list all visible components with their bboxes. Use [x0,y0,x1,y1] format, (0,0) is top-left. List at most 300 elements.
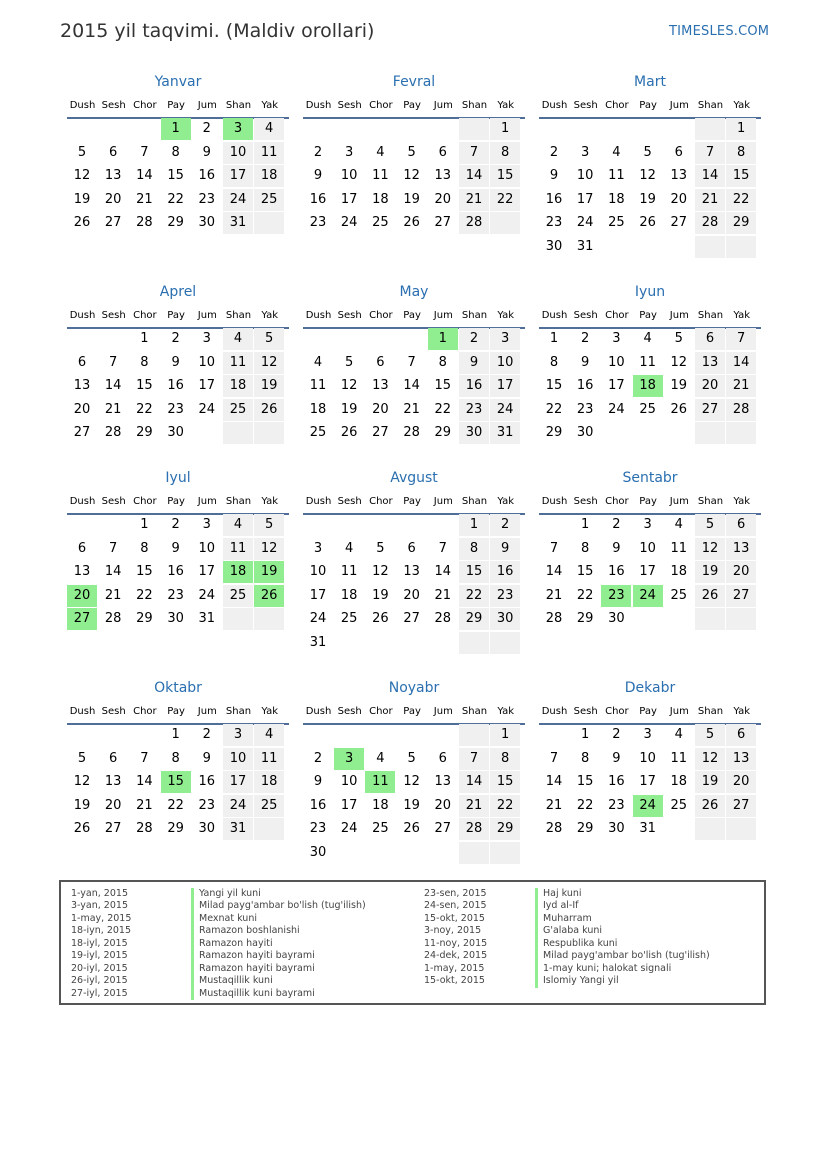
day-cell[interactable]: 15 [490,771,520,793]
day-cell[interactable]: 28 [403,425,420,440]
day-cell[interactable]: 18 [372,797,389,813]
day-cell[interactable]: 12 [403,168,420,183]
day-cell[interactable]: 16 [545,191,563,207]
day-cell[interactable]: 28 [459,818,489,840]
day-cell[interactable]: 25 [254,795,284,817]
day-cell[interactable]: 9 [549,168,559,183]
day-cell[interactable]: 27 [73,425,91,440]
holiday-day-cell[interactable]: 18 [633,375,663,397]
day-cell[interactable]: 26 [670,401,688,417]
day-cell[interactable]: 3 [313,540,323,556]
day-cell[interactable]: 21 [136,797,153,813]
day-cell[interactable]: 11 [670,540,688,556]
day-cell[interactable]: 17 [309,587,327,603]
day-cell[interactable]: 17 [223,165,253,187]
holiday-day-cell[interactable]: 27 [67,608,97,630]
day-cell[interactable]: 10 [309,564,327,579]
day-cell[interactable]: 23 [459,399,489,421]
day-cell[interactable]: 14 [459,771,489,793]
day-cell[interactable]: 4 [674,517,683,532]
day-cell[interactable]: 14 [545,564,563,579]
day-cell[interactable]: 22 [167,797,184,813]
day-cell[interactable]: 14 [695,165,725,187]
day-cell[interactable]: 16 [198,168,216,183]
day-cell[interactable]: 7 [109,354,118,370]
day-cell[interactable]: 23 [167,587,184,603]
day-cell[interactable]: 10 [639,540,656,556]
day-cell[interactable]: 29 [545,425,563,440]
day-cell[interactable]: 15 [136,378,153,393]
day-cell[interactable]: 29 [434,425,452,440]
day-cell[interactable]: 3 [490,328,520,350]
day-cell[interactable]: 22 [726,189,756,211]
day-cell[interactable]: 24 [309,611,327,626]
day-cell[interactable]: 23 [309,215,327,230]
day-cell[interactable]: 12 [254,352,284,374]
day-cell[interactable]: 5 [77,144,87,160]
day-cell[interactable]: 1 [459,514,489,536]
day-cell[interactable]: 15 [490,165,520,187]
holiday-day-cell[interactable]: 15 [161,771,191,793]
day-cell[interactable]: 11 [639,354,656,370]
day-cell[interactable]: 3 [345,144,354,160]
day-cell[interactable]: 30 [545,238,563,254]
day-cell[interactable]: 10 [639,750,656,766]
day-cell[interactable]: 9 [171,354,180,370]
day-cell[interactable]: 15 [545,378,563,393]
day-cell[interactable]: 7 [549,750,559,766]
day-cell[interactable]: 19 [73,797,91,813]
day-cell[interactable]: 30 [490,608,520,630]
day-cell[interactable]: 23 [167,401,184,417]
day-cell[interactable]: 27 [726,795,756,817]
day-cell[interactable]: 20 [726,771,756,793]
day-cell[interactable]: 24 [198,587,216,603]
day-cell[interactable]: 4 [223,328,253,350]
day-cell[interactable]: 26 [254,399,284,421]
day-cell[interactable]: 8 [438,354,447,370]
day-cell[interactable]: 16 [576,378,594,393]
day-cell[interactable]: 17 [198,378,216,393]
day-cell[interactable]: 22 [490,795,520,817]
day-cell[interactable]: 2 [313,144,323,160]
day-cell[interactable]: 23 [198,797,216,813]
day-cell[interactable]: 5 [643,144,652,160]
day-cell[interactable]: 24 [223,189,253,211]
day-cell[interactable]: 20 [403,587,420,603]
day-cell[interactable]: 17 [340,797,358,813]
day-cell[interactable]: 9 [490,538,520,560]
day-cell[interactable]: 1 [140,517,149,532]
day-cell[interactable]: 2 [202,121,211,136]
day-cell[interactable]: 4 [376,750,385,766]
day-cell[interactable]: 6 [77,354,87,370]
day-cell[interactable]: 2 [313,750,323,766]
day-cell[interactable]: 6 [407,540,416,556]
day-cell[interactable]: 16 [608,774,625,789]
day-cell[interactable]: 8 [726,142,756,164]
day-cell[interactable]: 2 [171,331,180,346]
day-cell[interactable]: 1 [726,118,756,140]
day-cell[interactable]: 30 [576,425,594,440]
day-cell[interactable]: 9 [612,540,621,556]
day-cell[interactable]: 8 [140,354,149,370]
day-cell[interactable]: 18 [372,191,389,207]
day-cell[interactable]: 15 [459,561,489,583]
day-cell[interactable]: 7 [438,540,447,556]
day-cell[interactable]: 8 [581,540,590,556]
day-cell[interactable]: 28 [434,611,452,626]
day-cell[interactable]: 14 [104,564,122,579]
day-cell[interactable]: 19 [73,191,91,207]
day-cell[interactable]: 21 [403,401,420,417]
day-cell[interactable]: 9 [171,540,180,556]
day-cell[interactable]: 30 [309,844,327,860]
day-cell[interactable]: 23 [309,821,327,836]
day-cell[interactable]: 16 [490,561,520,583]
day-cell[interactable]: 14 [459,165,489,187]
day-cell[interactable]: 21 [434,587,452,603]
day-cell[interactable]: 31 [490,422,520,444]
day-cell[interactable]: 17 [639,774,656,789]
holiday-day-cell[interactable]: 11 [365,771,395,793]
day-cell[interactable]: 14 [104,378,122,393]
day-cell[interactable]: 11 [223,538,253,560]
day-cell[interactable]: 6 [726,514,756,536]
day-cell[interactable]: 4 [643,331,652,346]
day-cell[interactable]: 13 [104,774,122,789]
day-cell[interactable]: 2 [171,517,180,532]
day-cell[interactable]: 1 [490,118,520,140]
day-cell[interactable]: 27 [104,215,122,230]
day-cell[interactable]: 6 [109,144,118,160]
day-cell[interactable]: 30 [167,611,184,626]
day-cell[interactable]: 24 [608,401,625,417]
day-cell[interactable]: 3 [612,331,621,346]
day-cell[interactable]: 15 [434,378,452,393]
day-cell[interactable]: 31 [223,212,253,234]
day-cell[interactable]: 18 [223,375,253,397]
day-cell[interactable]: 6 [77,540,87,556]
day-cell[interactable]: 14 [403,378,420,393]
day-cell[interactable]: 25 [372,821,389,836]
day-cell[interactable]: 26 [73,215,91,230]
day-cell[interactable]: 31 [639,821,656,836]
day-cell[interactable]: 16 [309,191,327,207]
day-cell[interactable]: 18 [309,401,327,417]
day-cell[interactable]: 20 [104,191,122,207]
day-cell[interactable]: 26 [403,821,420,836]
day-cell[interactable]: 13 [726,538,756,560]
day-cell[interactable]: 21 [695,189,725,211]
day-cell[interactable]: 20 [695,375,725,397]
day-cell[interactable]: 1 [549,331,559,346]
holiday-day-cell[interactable]: 18 [223,561,253,583]
day-cell[interactable]: 5 [254,514,284,536]
day-cell[interactable]: 30 [167,425,184,440]
day-cell[interactable]: 19 [340,401,358,417]
day-cell[interactable]: 3 [223,724,253,746]
day-cell[interactable]: 25 [340,611,358,626]
day-cell[interactable]: 13 [670,168,688,183]
day-cell[interactable]: 17 [639,564,656,579]
day-cell[interactable]: 19 [695,771,725,793]
day-cell[interactable]: 28 [104,611,122,626]
day-cell[interactable]: 26 [403,215,420,230]
day-cell[interactable]: 16 [167,378,184,393]
day-cell[interactable]: 12 [254,538,284,560]
day-cell[interactable]: 21 [545,587,563,603]
day-cell[interactable]: 10 [340,774,358,789]
day-cell[interactable]: 4 [254,724,284,746]
day-cell[interactable]: 19 [695,561,725,583]
day-cell[interactable]: 8 [549,354,559,370]
day-cell[interactable]: 19 [670,378,688,393]
day-cell[interactable]: 7 [140,750,149,766]
day-cell[interactable]: 16 [167,564,184,579]
day-cell[interactable]: 25 [254,189,284,211]
day-cell[interactable]: 26 [73,821,91,836]
day-cell[interactable]: 4 [254,118,284,140]
day-cell[interactable]: 10 [576,168,594,183]
day-cell[interactable]: 25 [639,401,656,417]
day-cell[interactable]: 23 [545,215,563,230]
day-cell[interactable]: 25 [670,587,688,603]
day-cell[interactable]: 28 [104,425,122,440]
day-cell[interactable]: 21 [136,191,153,207]
day-cell[interactable]: 7 [549,540,559,556]
day-cell[interactable]: 4 [345,540,354,556]
day-cell[interactable]: 17 [490,375,520,397]
day-cell[interactable]: 31 [309,634,327,650]
day-cell[interactable]: 22 [136,587,153,603]
day-cell[interactable]: 19 [639,191,656,207]
day-cell[interactable]: 28 [459,212,489,234]
day-cell[interactable]: 22 [545,401,563,417]
day-cell[interactable]: 13 [434,168,452,183]
day-cell[interactable]: 19 [372,587,389,603]
day-cell[interactable]: 3 [202,331,211,346]
day-cell[interactable]: 9 [581,354,590,370]
day-cell[interactable]: 11 [223,352,253,374]
day-cell[interactable]: 21 [545,797,563,813]
day-cell[interactable]: 24 [490,399,520,421]
day-cell[interactable]: 2 [549,144,559,160]
day-cell[interactable]: 22 [576,797,594,813]
day-cell[interactable]: 20 [726,561,756,583]
holiday-day-cell[interactable]: 24 [633,585,663,607]
day-cell[interactable]: 13 [372,378,389,393]
day-cell[interactable]: 11 [670,750,688,766]
day-cell[interactable]: 27 [403,611,420,626]
day-cell[interactable]: 4 [612,144,621,160]
day-cell[interactable]: 9 [202,144,211,160]
day-cell[interactable]: 13 [434,774,452,789]
day-cell[interactable]: 8 [171,750,180,766]
day-cell[interactable]: 11 [372,168,389,183]
day-cell[interactable]: 27 [434,215,452,230]
day-cell[interactable]: 2 [612,727,621,742]
day-cell[interactable]: 29 [136,425,153,440]
day-cell[interactable]: 22 [434,401,452,417]
day-cell[interactable]: 10 [198,354,216,370]
day-cell[interactable]: 8 [490,748,520,770]
day-cell[interactable]: 7 [407,354,416,370]
day-cell[interactable]: 22 [576,587,594,603]
day-cell[interactable]: 24 [576,215,594,230]
day-cell[interactable]: 24 [340,821,358,836]
day-cell[interactable]: 9 [459,352,489,374]
day-cell[interactable]: 10 [223,748,253,770]
day-cell[interactable]: 18 [670,564,688,579]
day-cell[interactable]: 28 [545,611,563,626]
day-cell[interactable]: 27 [670,215,688,230]
day-cell[interactable]: 12 [73,774,91,789]
day-cell[interactable]: 27 [372,425,389,440]
day-cell[interactable]: 16 [608,564,625,579]
day-cell[interactable]: 18 [254,771,284,793]
day-cell[interactable]: 25 [372,215,389,230]
day-cell[interactable]: 5 [407,144,416,160]
holiday-day-cell[interactable]: 19 [254,561,284,583]
day-cell[interactable]: 1 [581,727,590,742]
day-cell[interactable]: 3 [643,727,652,742]
day-cell[interactable]: 31 [576,238,594,254]
day-cell[interactable]: 5 [77,750,87,766]
day-cell[interactable]: 29 [490,818,520,840]
day-cell[interactable]: 17 [340,191,358,207]
day-cell[interactable]: 13 [403,564,420,579]
day-cell[interactable]: 7 [695,142,725,164]
day-cell[interactable]: 12 [340,378,358,393]
day-cell[interactable]: 4 [223,514,253,536]
day-cell[interactable]: 18 [254,165,284,187]
day-cell[interactable]: 14 [434,564,452,579]
holiday-day-cell[interactable]: 20 [67,585,97,607]
day-cell[interactable]: 3 [643,517,652,532]
day-cell[interactable]: 18 [340,587,358,603]
day-cell[interactable]: 9 [612,750,621,766]
day-cell[interactable]: 5 [254,328,284,350]
day-cell[interactable]: 11 [608,168,625,183]
holiday-day-cell[interactable]: 24 [633,795,663,817]
day-cell[interactable]: 1 [581,517,590,532]
day-cell[interactable]: 1 [140,331,149,346]
day-cell[interactable]: 16 [459,375,489,397]
day-cell[interactable]: 29 [167,821,184,836]
site-logo[interactable]: TIMESLES.COM [669,24,770,39]
day-cell[interactable]: 15 [136,564,153,579]
day-cell[interactable]: 10 [223,142,253,164]
day-cell[interactable]: 21 [459,189,489,211]
day-cell[interactable]: 30 [198,821,216,836]
day-cell[interactable]: 26 [695,585,725,607]
day-cell[interactable]: 26 [340,425,358,440]
day-cell[interactable]: 1 [171,727,180,742]
day-cell[interactable]: 19 [403,191,420,207]
day-cell[interactable]: 23 [576,401,594,417]
day-cell[interactable]: 20 [372,401,389,417]
day-cell[interactable]: 20 [670,191,688,207]
day-cell[interactable]: 30 [459,422,489,444]
day-cell[interactable]: 20 [104,797,122,813]
holiday-day-cell[interactable]: 3 [334,748,364,770]
day-cell[interactable]: 6 [376,354,385,370]
day-cell[interactable]: 13 [73,564,91,579]
day-cell[interactable]: 14 [136,774,153,789]
day-cell[interactable]: 28 [545,821,563,836]
day-cell[interactable]: 29 [576,611,594,626]
day-cell[interactable]: 13 [695,352,725,374]
day-cell[interactable]: 11 [340,564,358,579]
day-cell[interactable]: 22 [167,191,184,207]
day-cell[interactable]: 17 [223,771,253,793]
day-cell[interactable]: 26 [695,795,725,817]
day-cell[interactable]: 31 [198,611,216,626]
day-cell[interactable]: 28 [136,821,153,836]
day-cell[interactable]: 14 [545,774,563,789]
day-cell[interactable]: 6 [438,750,447,766]
day-cell[interactable]: 28 [726,399,756,421]
day-cell[interactable]: 22 [459,585,489,607]
day-cell[interactable]: 5 [376,540,385,556]
day-cell[interactable]: 9 [313,774,323,789]
day-cell[interactable]: 20 [73,401,91,417]
day-cell[interactable]: 24 [198,401,216,417]
day-cell[interactable]: 30 [608,611,625,626]
day-cell[interactable]: 20 [434,797,452,813]
day-cell[interactable]: 4 [674,727,683,742]
holiday-day-cell[interactable]: 23 [601,585,631,607]
day-cell[interactable]: 6 [726,724,756,746]
day-cell[interactable]: 19 [254,375,284,397]
day-cell[interactable]: 20 [434,191,452,207]
day-cell[interactable]: 1 [490,724,520,746]
day-cell[interactable]: 3 [202,517,211,532]
day-cell[interactable]: 15 [726,165,756,187]
day-cell[interactable]: 22 [490,189,520,211]
day-cell[interactable]: 2 [202,727,211,742]
holiday-day-cell[interactable]: 1 [161,118,191,140]
day-cell[interactable]: 13 [726,748,756,770]
day-cell[interactable]: 28 [136,215,153,230]
day-cell[interactable]: 10 [490,352,520,374]
day-cell[interactable]: 29 [167,215,184,230]
day-cell[interactable]: 14 [726,352,756,374]
day-cell[interactable]: 29 [576,821,594,836]
day-cell[interactable]: 15 [576,774,594,789]
day-cell[interactable]: 25 [309,425,327,440]
day-cell[interactable]: 27 [726,585,756,607]
day-cell[interactable]: 17 [198,564,216,579]
day-cell[interactable]: 3 [581,144,590,160]
day-cell[interactable]: 25 [670,797,688,813]
day-cell[interactable]: 18 [670,774,688,789]
day-cell[interactable]: 12 [403,774,420,789]
day-cell[interactable]: 27 [695,399,725,421]
day-cell[interactable]: 13 [104,168,122,183]
day-cell[interactable]: 6 [438,144,447,160]
day-cell[interactable]: 15 [167,168,184,183]
day-cell[interactable]: 21 [726,375,756,397]
day-cell[interactable]: 17 [608,378,625,393]
holiday-day-cell[interactable]: 1 [428,328,458,350]
day-cell[interactable]: 14 [136,168,153,183]
day-cell[interactable]: 5 [695,724,725,746]
day-cell[interactable]: 12 [639,168,656,183]
day-cell[interactable]: 12 [372,564,389,579]
day-cell[interactable]: 25 [608,215,625,230]
